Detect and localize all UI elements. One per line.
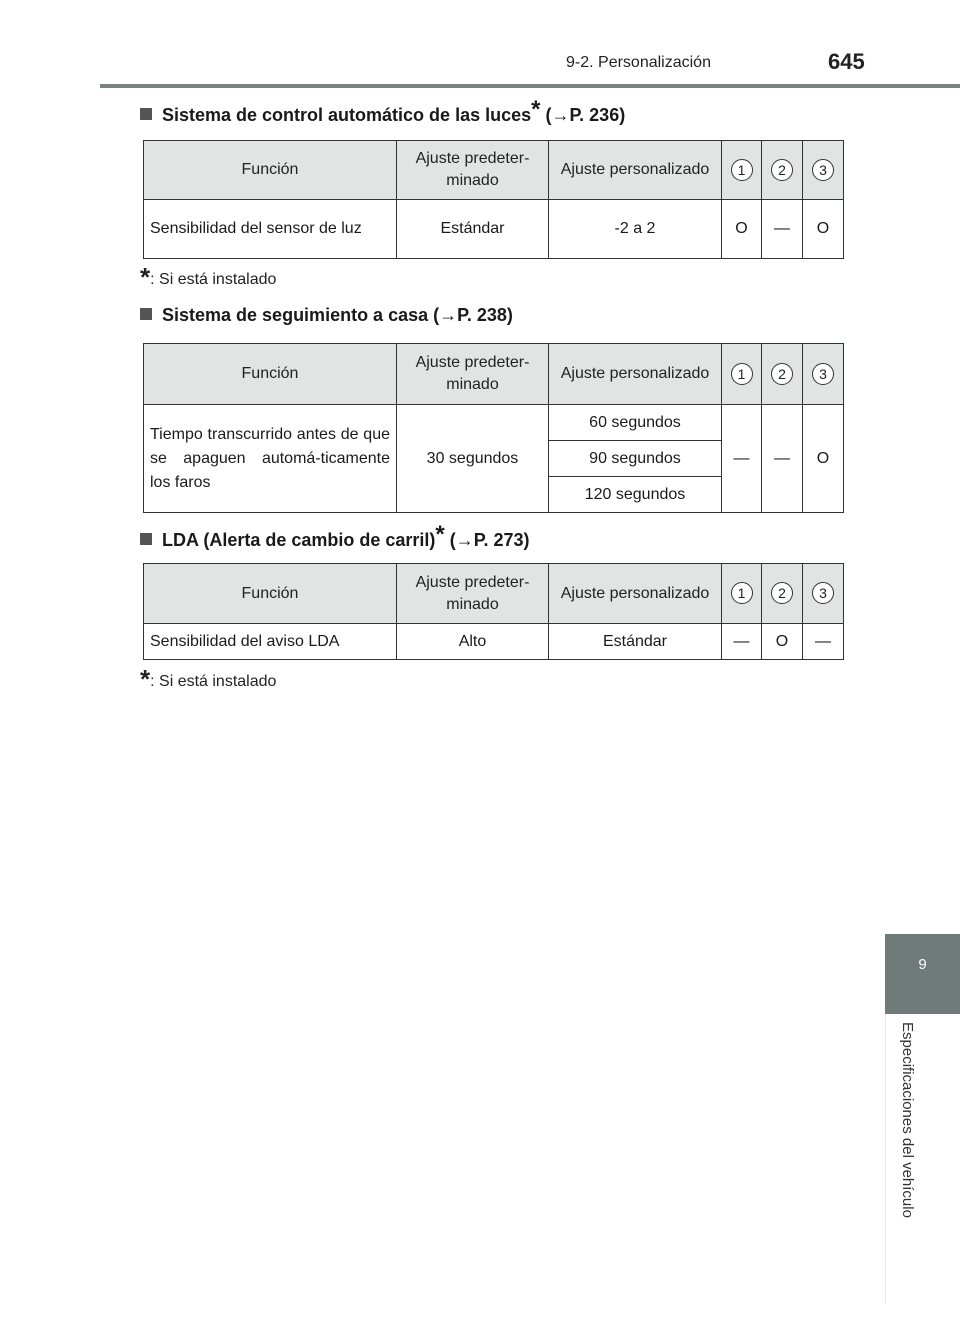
header-col2 [762,344,803,405]
table-row [144,624,844,660]
asterisk-mark: * [140,664,151,694]
header-default: Ajuste predeter-minado [397,344,549,405]
square-bullet-icon [140,533,152,545]
settings-table-lda [143,563,844,660]
footnote-installed [140,262,276,293]
chapter-tab[interactable] [885,934,960,1014]
header-function: Función [144,344,397,405]
cell-col1: O [722,200,762,259]
cell-custom: Estándar [549,624,722,660]
header-rule [100,84,960,88]
asterisk-mark: * [531,96,541,123]
circled-two-icon: 2 [771,363,793,385]
cell-col2: — [762,405,803,513]
header-function: Función [144,564,397,624]
circled-one-icon: 1 [731,159,753,181]
page-reference: (→P. 236) [545,105,626,125]
circled-three-icon: 3 [812,582,834,604]
table-row [144,200,844,259]
section-title: LDA (Alerta de cambio de carril) [162,530,436,550]
cell-default: 30 segundos [397,405,549,513]
cell-custom-option: 120 segundos [549,477,722,513]
section-title: Sistema de seguimiento a casa [162,305,429,325]
cell-function: Sensibilidad del sensor de luz [144,200,397,259]
asterisk-mark: * [435,521,445,548]
header-col3 [803,141,844,200]
section-heading-auto-lights [140,96,625,126]
cell-col1: — [722,624,762,660]
circled-three-icon: 3 [812,159,834,181]
circled-one-icon: 1 [731,363,753,385]
header-col1 [722,141,762,200]
table-row [144,405,844,441]
header-default: Ajuste predeter-minado [397,141,549,200]
header-custom: Ajuste personalizado [549,141,722,200]
footnote-text: : Si está instalado [150,673,277,690]
square-bullet-icon [140,108,152,120]
circled-three-icon: 3 [812,363,834,385]
header-default: Ajuste predeter-minado [397,564,549,624]
header-custom: Ajuste personalizado [549,344,722,405]
chapter-label: Especificaciones del vehículo [899,1022,916,1218]
circled-two-icon: 2 [771,159,793,181]
cell-col2: O [762,624,803,660]
page-reference: (→P. 238) [433,305,513,325]
header-col1 [722,344,762,405]
header-custom: Ajuste personalizado [549,564,722,624]
header-col2 [762,564,803,624]
header-function: Función [144,141,397,200]
settings-table-auto-lights [143,140,844,259]
circled-two-icon: 2 [771,582,793,604]
circled-one-icon: 1 [731,582,753,604]
cell-col2: — [762,200,803,259]
header-col2 [762,141,803,200]
asterisk-mark: * [140,262,151,292]
cell-custom-option: 60 segundos [549,405,722,441]
cell-col3: O [803,200,844,259]
cell-custom-option: 90 segundos [549,441,722,477]
table-header-row [144,564,844,624]
page-number: 645 [828,49,865,74]
section-title: Sistema de control automático de las luces [162,105,532,125]
footnote-installed [140,664,276,695]
cell-custom: -2 a 2 [549,200,722,259]
table-header-row [144,141,844,200]
settings-table-follow-me-home [143,343,844,513]
cell-col3: — [803,624,844,660]
section-heading-lda [140,521,529,551]
section-heading-follow-me-home [140,305,513,326]
cell-col3: O [803,405,844,513]
header-col3 [803,564,844,624]
footnote-text: : Si está instalado [150,271,277,288]
cell-function: Tiempo transcurrido antes de que se apaguen automá-ticamente los faros [144,405,397,513]
cell-default: Alto [397,624,549,660]
header-col3 [803,344,844,405]
chapter-number: 9 [918,956,927,973]
cell-default: Estándar [397,200,549,259]
header-section-title: 9-2. Personalización [566,54,711,71]
header-col1 [722,564,762,624]
page-reference: (→P. 273) [449,530,530,550]
cell-function: Sensibilidad del aviso LDA [144,624,397,660]
square-bullet-icon [140,308,152,320]
cell-col1: — [722,405,762,513]
table-header-row [144,344,844,405]
